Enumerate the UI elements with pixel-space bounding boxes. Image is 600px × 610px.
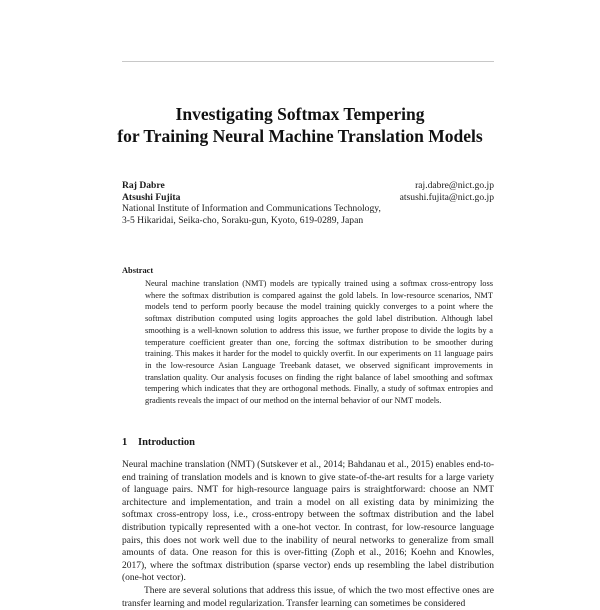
title-line-2: for Training Neural Machine Translation Models (117, 126, 483, 146)
abstract-text: Neural machine translation (NMT) models are typically trained using a softmax cross-entropy loss where the softmax distribution is compared against the gold labels. In low-resource scenarios, NMT models tend to perform poorly because the model training quickly converges to a point where the softmax distribution computed using logits approaches the gold label distribution. Although label smoothing is a well-known solution to address this issue, we further propose to divide the logits by a temperature coefficient greater than one, forcing the softmax distribution to be smoother during training. This makes it harder for the model to quickly overfit. In our experiments on 11 language pairs in the low-resource Asian Language Treebank dataset, we observed significant improvements in translation quality. Our analysis focuses on finding the right balance of label smoothing and softmax tempering which indicates that they are orthogonal methods. Finally, a study of softmax entropies and gradients reveals the impact of our method on the internal behavior of our NMT models. (145, 279, 493, 406)
author-email[interactable]: raj.dabre@nict.go.jp (415, 180, 494, 191)
introduction-body (122, 459, 494, 610)
section-heading (122, 437, 195, 448)
affiliation-line-2: 3-5 Hikaridai, Seika-cho, Soraku-gun, Kyoto, 619-0289, Japan (122, 214, 364, 226)
intro-paragraph: There are several solutions that address this issue, of which the two most effective ones are transfer learning and model regularization. Transfer learning can sometimes be considered (122, 585, 494, 609)
section-number: 1 (122, 437, 128, 448)
paper-title (0, 103, 600, 147)
author-block (122, 180, 494, 226)
affiliation-line-1: National Institute of Information and Communications Technology, (122, 203, 381, 215)
author-row (122, 192, 494, 204)
author-name: Atsushi Fujita (122, 191, 181, 203)
section-title: Introduction (138, 437, 195, 448)
author-row (122, 180, 494, 192)
title-line-1: Investigating Softmax Tempering (175, 104, 425, 124)
abstract-heading: Abstract (122, 266, 154, 275)
intro-paragraph: Neural machine translation (NMT) (Sutskever et al., 2014; Bahdanau et al., 2015) enables end-to-end training of translation models and is known to give state-of-the-art results for a large variety of language pairs. NMT for high-resource language pairs is straightforward: choose an NMT architecture and implementation, and train a model on all existing data by minimizing the softmax cross-entropy loss, i.e., cross-entropy between the softmax distribution and the label distribution typically represented with a one-hot vector. In contrast, for low-resource language pairs, this does not work well due to the inability of neural networks to generalize from small amounts of data. One reason for this is over-fitting (Zoph et al., 2016; Koehn and Knowles, 2017), where the softmax distribution (sparse vector) ends up resembling the label distribution (one-hot vector). (122, 460, 494, 584)
header-rule (122, 61, 494, 62)
author-name: Raj Dabre (122, 180, 165, 191)
author-email[interactable]: atsushi.fujita@nict.go.jp (399, 191, 494, 203)
